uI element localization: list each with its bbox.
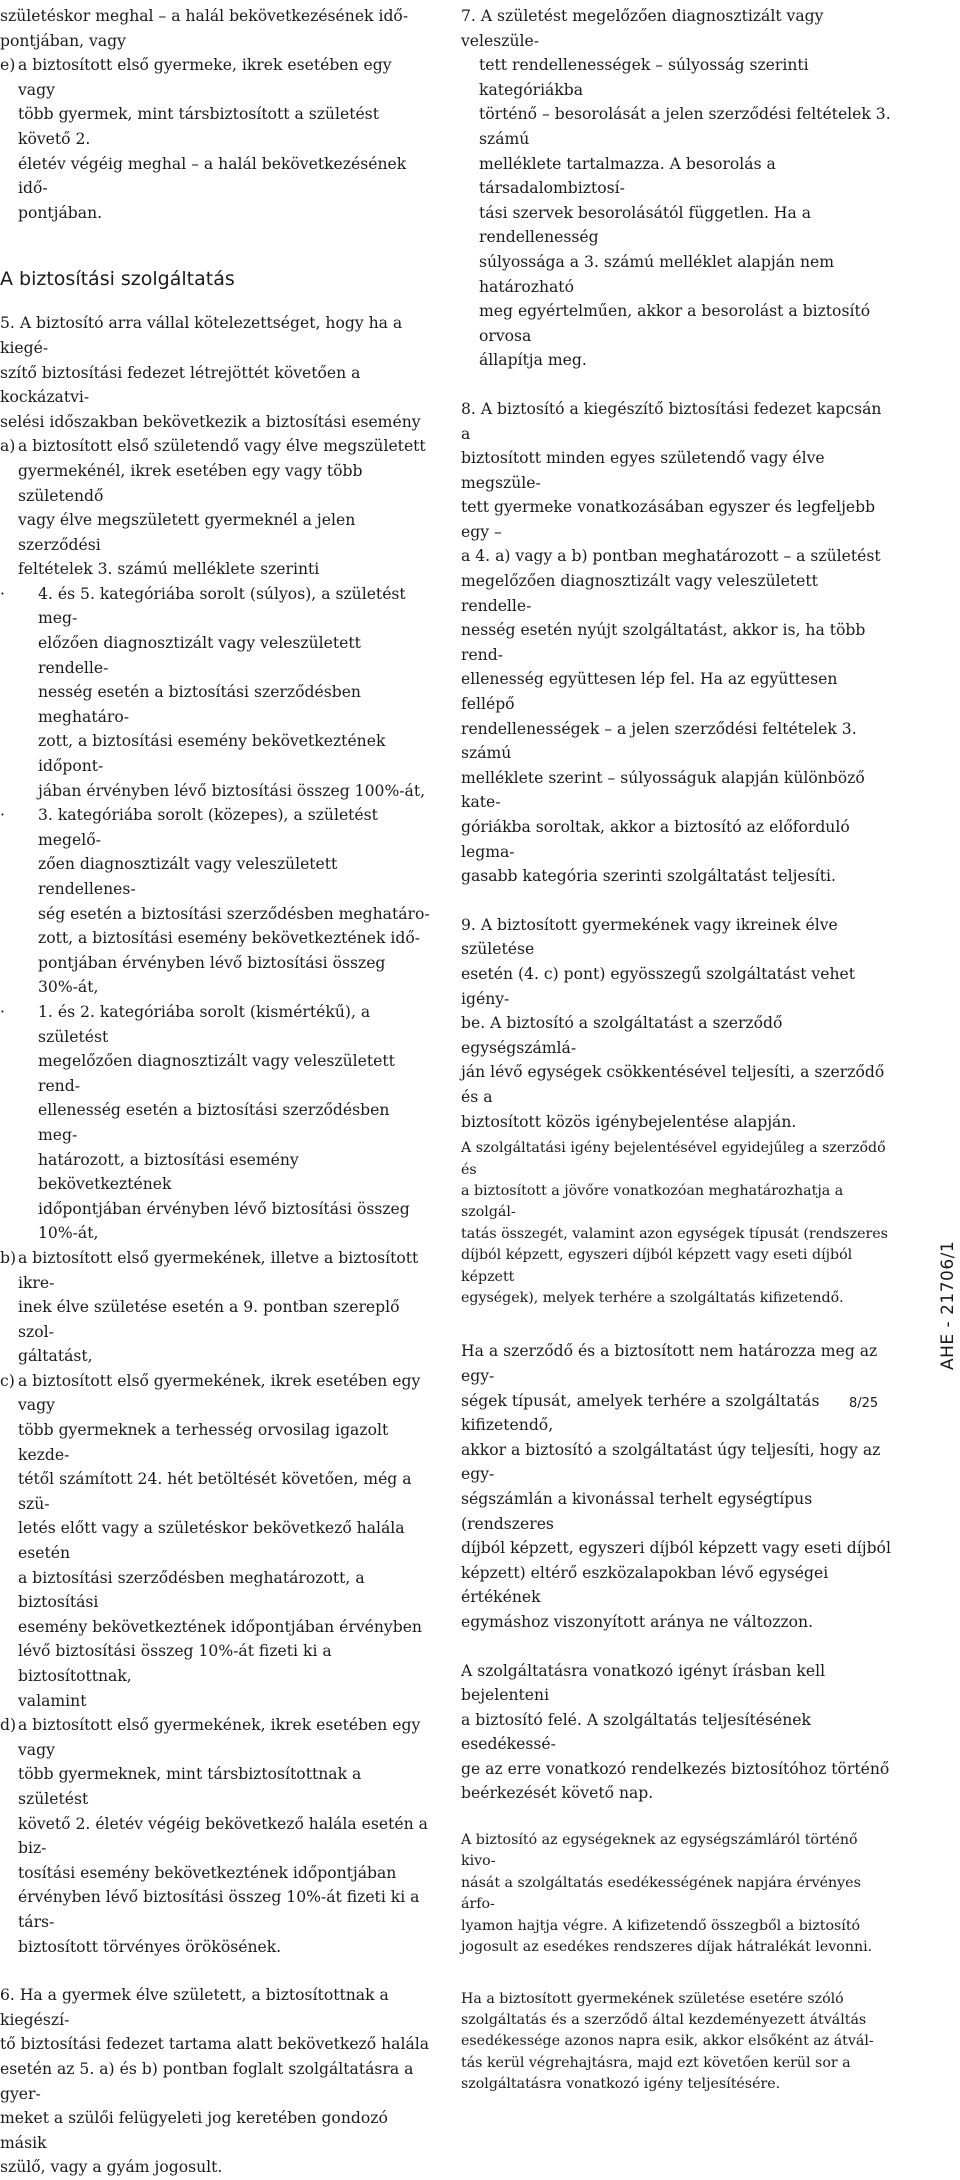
list-line: gáltatást, <box>18 1347 93 1366</box>
paragraph-line: 9. A biztosított gyermekének vagy ikreinek élve születése <box>461 915 838 959</box>
paragraph-line: esetén (4. c) pont) egyösszegű szolgáltatást vehet igény- <box>461 964 855 1008</box>
paragraph-line: szítő biztosítási fedezet létrejöttét követően a kockázatvi- <box>0 363 361 407</box>
bullet-mark: · <box>0 584 5 603</box>
list-label: c) <box>0 1371 15 1390</box>
paragraph-line: tási szervek besorolásától független. Ha a rendellenesség <box>479 203 812 247</box>
list-line: esemény bekövetkeztének időpontjában érvényben <box>18 1617 422 1636</box>
paragraph-line: szülő, vagy a gyám jogosult. <box>0 2158 223 2177</box>
paragraph-line: nását a szolgáltatás esedékességének napjára érvényes árfo- <box>461 1874 861 1913</box>
left-column <box>0 0 430 2180</box>
bullet-line: zott, a biztosítási esemény bekövetkeztének időpont- <box>38 732 386 776</box>
list-line: lévő biztosítási összeg 10%-át fizeti ki a biztosítottnak, <box>18 1642 332 1685</box>
bullet-line: 1. és 2. kategóriába sorolt (kismértékű), a születést <box>38 1002 371 1046</box>
intro-line: születéskor meghal – a halál bekövetkezésének idő- <box>0 7 409 25</box>
list-line: érvényben lévő biztosítási összeg 10%-át fizeti ki a társ- <box>18 1888 420 1931</box>
list-line: tétől számított 24. hét betöltését követően, még a szü- <box>18 1470 412 1513</box>
paragraph-line: tás kerül végrehajtásra, majd ezt követően kerül sor a <box>461 2054 851 2071</box>
list-line: a biztosított első gyermekének, ikrek esetében egy vagy <box>18 1716 421 1759</box>
list-line: gyermekénél, ikrek esetében egy vagy több születendő <box>18 461 363 505</box>
list-item-a <box>0 434 430 582</box>
right-column <box>461 0 891 2096</box>
paragraph-line: selési időszakban bekövetkezik a biztosítási esemény <box>0 412 421 431</box>
list-item-e <box>0 53 430 225</box>
list-item-b <box>0 1246 430 1369</box>
paragraph-line: 5. A biztosító arra vállal kötelezettséget, hogy ha a kiegé- <box>0 314 403 357</box>
list-item-d <box>0 1713 430 1959</box>
page-number: 8/25 <box>849 1396 879 1411</box>
paragraph-line: biztosított közös igénybejelentése alapján. <box>461 1112 797 1131</box>
bullet-mark: · <box>0 1002 5 1021</box>
list-label: e) <box>0 56 16 75</box>
paragraph-line: meket a szülői felügyeleti jog keretében gondozó másik <box>0 2109 388 2152</box>
document-code: AHE - 21706/1 <box>938 1240 958 1370</box>
list-line: valamint <box>18 1691 87 1710</box>
paragraph-line: Ha a biztosított gyermekének születése esetére szóló <box>461 1990 844 2007</box>
paragraph-line: A biztosító az egységeknek az egységszámláról történő kivo- <box>461 1832 858 1870</box>
list-item-c <box>0 1369 430 1713</box>
bullet-line: nesség esetén a biztosítási szerződésben meghatáro- <box>38 683 361 726</box>
paragraph-line: szolgáltatás és a szerződő által kezdeményezett átváltás <box>461 2011 867 2028</box>
list-line: inek élve születése esetén a 9. pontban szereplő szol- <box>18 1298 400 1341</box>
list-line: tosítási esemény bekövetkeztének időpontjában <box>18 1863 397 1882</box>
bullet-line: jában érvényben lévő biztosítási összeg 100%-át, <box>38 781 426 800</box>
paragraph-line: Ha a szerződő és a biztosított nem határozza meg az egy- <box>461 1342 878 1385</box>
paragraph-line: A szolgáltatásra vonatkozó igényt írásban kell bejelenteni <box>461 1661 826 1705</box>
list-line: vagy élve megszületett gyermeknél a jelen szerződési <box>18 511 356 554</box>
paragraph-line: rendellenességek – a jelen szerződési feltételek 3. számú <box>461 719 857 763</box>
list-line: a biztosított első gyermekének, ikrek esetében egy vagy <box>18 1371 421 1415</box>
paragraph-line: tett rendellenességek – súlyosság szerinti kategóriákba <box>479 56 809 99</box>
bullet-line: ellenesség esetén a biztosítási szerződésben meg- <box>38 1101 390 1144</box>
bullet-item <box>0 582 430 803</box>
paragraph-line: a biztosító felé. A szolgáltatás teljesítésének esedékessé- <box>461 1710 811 1754</box>
paragraph-line: egymáshoz viszonyított aránya ne változzon. <box>461 1612 814 1631</box>
paragraph-line: történő – besorolását a jelen szerződési feltételek 3. számú <box>479 105 891 148</box>
bullet-line: időpontjában érvényben lévő biztosítási összeg <box>38 1199 410 1218</box>
paragraph-line: góriákba soroltak, akkor a biztosító az előforduló legma- <box>461 818 850 861</box>
bullet-item <box>0 1000 430 1246</box>
paragraph-line: tett gyermeke vonatkozásában egyszer és legfeljebb egy – <box>461 498 876 541</box>
intro-line: pontjában, vagy <box>0 31 126 50</box>
paragraph-line: gasabb kategória szerinti szolgáltatást teljesíti. <box>461 867 836 886</box>
bullet-line: megelőzően diagnosztizált vagy veleszületett rend- <box>38 1052 395 1095</box>
paragraph-line: állapítja meg. <box>479 351 587 370</box>
paragraph-line: 8. A biztosító a kiegészítő biztosítási fedezet kapcsán a <box>461 399 882 443</box>
paragraph-line: tatás összegét, valamint azon egységek típusát (rendszeres <box>461 1225 888 1242</box>
list-line: a biztosított első születendő vagy élve megszületett <box>18 437 426 456</box>
paragraph-line: be. A biztosító a szolgáltatást a szerződő egységszámlá- <box>461 1014 783 1057</box>
paragraph-line: esedékessége azonos napra esik, akkor elsőként az átvál- <box>461 2033 874 2050</box>
paragraph-line: esetén az 5. a) és b) pontban foglalt szolgáltatásra a gyer- <box>0 2059 414 2103</box>
paragraph-line: melléklete tartalmazza. A besorolás a társadalombiztosí- <box>479 154 776 198</box>
paragraph-line: nesség esetén nyújt szolgáltatást, akkor is, ha több rend- <box>461 621 866 664</box>
list-line: a biztosítási szerződésben meghatározott, a biztosítási <box>18 1568 365 1612</box>
bullet-item <box>0 803 430 1000</box>
paragraph-line: szolgáltatásra vonatkozó igény teljesítésére. <box>461 2076 781 2093</box>
paragraph-line: súlyossága a 3. számú melléklet alapján nem határozható <box>479 252 835 296</box>
paragraph-line: megelőzően diagnosztizált vagy veleszületett rendelle- <box>461 572 818 615</box>
list-line: biztosított törvényes örökösének. <box>18 1937 282 1956</box>
bullet-line: 3. kategóriába sorolt (közepes), a születést megelő- <box>38 806 378 849</box>
paragraph-line: ge az erre vonatkozó rendelkezés biztosítóhoz történő <box>461 1759 890 1778</box>
paragraph-line: meg egyértelműen, akkor a besorolást a biztosító orvosa <box>479 302 871 345</box>
bullet-line: pontjában érvényben lévő biztosítási összeg 30%-át, <box>38 953 386 997</box>
paragraph-line: 6. Ha a gyermek élve született, a biztosítottnak a kiegészí- <box>0 1986 389 2029</box>
list-label: d) <box>0 1716 17 1735</box>
paragraph-line: ján lévő egységek csökkentésével teljesíti, a szerződő és a <box>461 1063 885 1106</box>
paragraph-line: a biztosított a jövőre vonatkozóan meghatározhatja a szolgál- <box>461 1182 844 1221</box>
bullet-mark: · <box>0 806 5 825</box>
paragraph-line: melléklete szerint – súlyosságuk alapján különböző kate- <box>461 768 865 812</box>
list-line: több gyermek, mint társbiztosított a születést követő 2. <box>18 105 379 148</box>
paragraph-line: a 4. a) vagy a b) pontban meghatározott – a születést <box>461 547 881 566</box>
list-label: a) <box>0 437 16 456</box>
bullet-line: 4. és 5. kategóriába sorolt (súlyos), a születést meg- <box>38 584 406 628</box>
paragraph-line: beérkezését követő nap. <box>461 1784 654 1803</box>
bullet-line: ség esetén a biztosítási szerződésben meghatáro- <box>38 904 430 923</box>
list-line: a biztosított első gyermekének, illetve a biztosított ikre- <box>18 1248 419 1292</box>
paragraph-line: ellenesség együttesen lép fel. Ha az együttesen fellépő <box>461 670 838 714</box>
paragraph-line: tő biztosítási fedezet tartama alatt bekövetkező halála <box>0 2035 430 2054</box>
paragraph-line: ségszámlán a kivonással terhelt egységtípus (rendszeres <box>461 1489 813 1533</box>
paragraph-line: díjból képzett, egyszeri díjból képzett vagy eseti díjból képzett <box>461 1247 853 1285</box>
list-line: több gyermeknek a terhesség orvosilag igazolt kezde- <box>18 1421 389 1464</box>
bullet-line: határozott, a biztosítási esemény bekövetkeztének <box>38 1150 299 1194</box>
list-line: a biztosított első gyermeke, ikrek esetében egy vagy <box>18 56 392 99</box>
paragraph-line: képzett) eltérő eszközalapokban lévő egységei értékének <box>461 1563 829 1607</box>
paragraph-line: lyamon hajtja végre. A kifizetendő összegből a biztosító <box>461 1917 861 1934</box>
list-line: több gyermeknek, mint társbiztosítottnak a születést <box>18 1765 362 1808</box>
list-line: követő 2. életév végéig bekövetkező halála esetén a biz- <box>18 1814 428 1858</box>
section-heading: A biztosítási szolgáltatás <box>0 268 235 291</box>
paragraph-line: A szolgáltatási igény bejelentésével egyidejűleg a szerződő és <box>461 1140 886 1178</box>
bullet-line: 10%-át, <box>38 1224 99 1243</box>
paragraph-line: jogosult az esedékes rendszeres díjak hátralékát levonni. <box>461 1939 873 1956</box>
paragraph-line: akkor a biztosító a szolgáltatást úgy teljesíti, hogy az egy- <box>461 1440 881 1484</box>
paragraph-line: ségek típusát, amelyek terhére a szolgáltatás kifizetendő, <box>461 1391 820 1435</box>
bullet-line: előzően diagnosztizált vagy veleszületett rendelle- <box>38 634 361 677</box>
paragraph-line: díjból képzett, egyszeri díjból képzett vagy eseti díjból <box>461 1539 891 1558</box>
list-label: b) <box>0 1248 17 1267</box>
paragraph-line: biztosított minden egyes születendő vagy élve megszüle- <box>461 449 825 492</box>
bullet-line: zott, a biztosítási esemény bekövetkeztének idő- <box>38 929 420 948</box>
list-line: letés előtt vagy a születéskor bekövetkező halála esetén <box>18 1519 405 1563</box>
list-line: feltételek 3. számú melléklete szerinti <box>18 560 320 579</box>
paragraph-line: egységek), melyek terhére a szolgáltatás kifizetendő. <box>461 1289 844 1306</box>
list-line: életév végéig meghal – a halál bekövetkezésének idő- <box>18 154 407 198</box>
paragraph-line: 7. A születést megelőzően diagnosztizált vagy veleszüle- <box>461 7 824 50</box>
list-line: pontjában. <box>18 203 103 222</box>
bullet-line: zően diagnosztizált vagy veleszületett rendellenes- <box>38 855 338 898</box>
